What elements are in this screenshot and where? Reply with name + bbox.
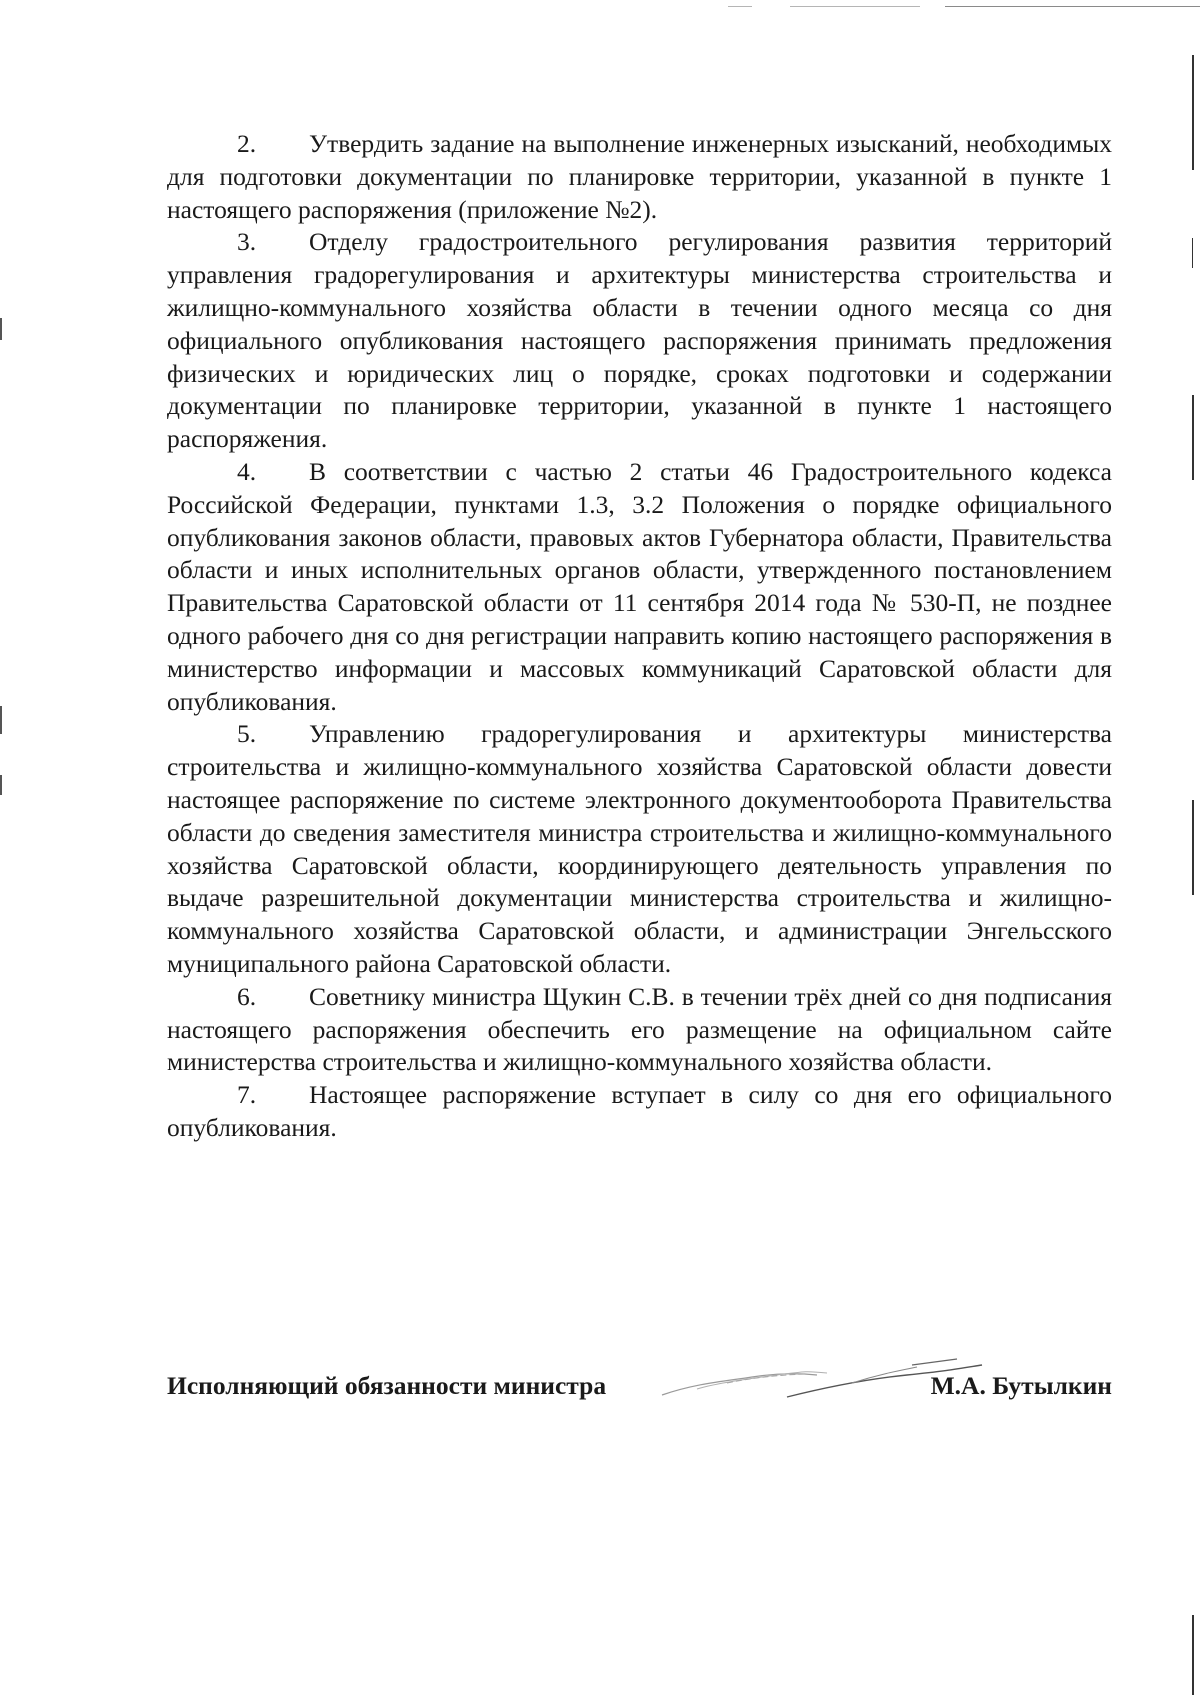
signatory-name: М.А. Бутылкин [930,1371,1112,1400]
paragraph-text: Настоящее распоряжение вступает в силу со дня его официального опубликования. [167,1080,1112,1142]
scan-artifact-edge [1192,238,1193,268]
paragraph-text: Отделу градостроительного регулирования развития территорий управления градорегулирования и архитектуры министерства строительства и жилищно-коммунального хозяйства области в течении одного месяца со дня официального опубликования настоящего распоряжения принимать предложения физических и юридических лиц о порядке, сроках подготовки и содержании документации по планировке территории, указанной в пункте 1 настоящего распоряжения. [167,227,1112,454]
paragraph-number: 4. [237,456,257,486]
paragraph-4 [167,456,1112,718]
paragraph-7 [167,1079,1112,1145]
scan-artifact-edge [1192,395,1194,480]
paragraph-text: Утвердить задание на выполнение инженерных изысканий, необходимых для подготовки документации по планировке территории, указанной в пункте 1 настоящего распоряжения (приложение №2). [167,129,1112,224]
scan-artifact-line [790,6,920,7]
paragraph-6 [167,981,1112,1079]
paragraph-5 [167,718,1112,980]
paragraph-2 [167,128,1112,226]
paragraph-text: Управлению градорегулирования и архитектуры министерства строительства и жилищно-коммунального хозяйства Саратовской области довести настоящее распоряжение по системе электронного документооборота Правительства области до сведения заместителя министра строительства и жилищно-коммунального хозяйства Саратовской области, координирующего деятельность управления по выдаче разрешительной документации министерства строительства и жилищно-коммунального хозяйства Саратовской области, и администрации Энгельсского муниципального района Саратовской области. [167,719,1112,978]
scan-artifact-edge [1192,800,1194,895]
paragraph-number: 2. [237,129,257,158]
paragraph-number: 5. [237,719,257,749]
paragraph-3 [167,226,1112,456]
scan-artifact-edge [0,318,2,340]
signature-block [167,1371,1112,1411]
paragraph-text: В соответствии с частью 2 статьи 46 Градостроительного кодекса Российской Федерации, пунктами 1.3, 3.2 Положения о порядке официального опубликования законов области, правовых актов Губернатора области, Правительства области и иных исполнительных органов области, утвержденного постановлением Правительства Саратовской области от 11 сентября 2014 года № 530-П, не позднее одного рабочего дня со дня регистрации направить копию настоящего распоряжения в министерство информации и массовых коммуникаций Саратовской области для опубликования. [167,456,1112,716]
paragraph-text: Советнику министра Щукин С.В. в течении трёх дней со дня подписания настоящего распоряжения обеспечить его размещение на официальном сайте министерства строительства и жилищно-коммунального хозяйства области. [167,981,1112,1077]
paragraph-number: 7. [237,1080,257,1110]
scan-artifact-edge [1192,1615,1194,1695]
paragraph-number: 3. [237,227,257,257]
scan-artifact-edge [0,706,2,734]
document-body [167,128,1112,1145]
scan-artifact-line [728,6,752,7]
scan-artifact-edge [1192,55,1194,170]
scan-artifact-line [945,6,1200,7]
signatory-position: Исполняющий обязанности министра [167,1371,607,1400]
scan-artifact-edge [0,775,2,795]
paragraph-number: 6. [237,981,257,1011]
